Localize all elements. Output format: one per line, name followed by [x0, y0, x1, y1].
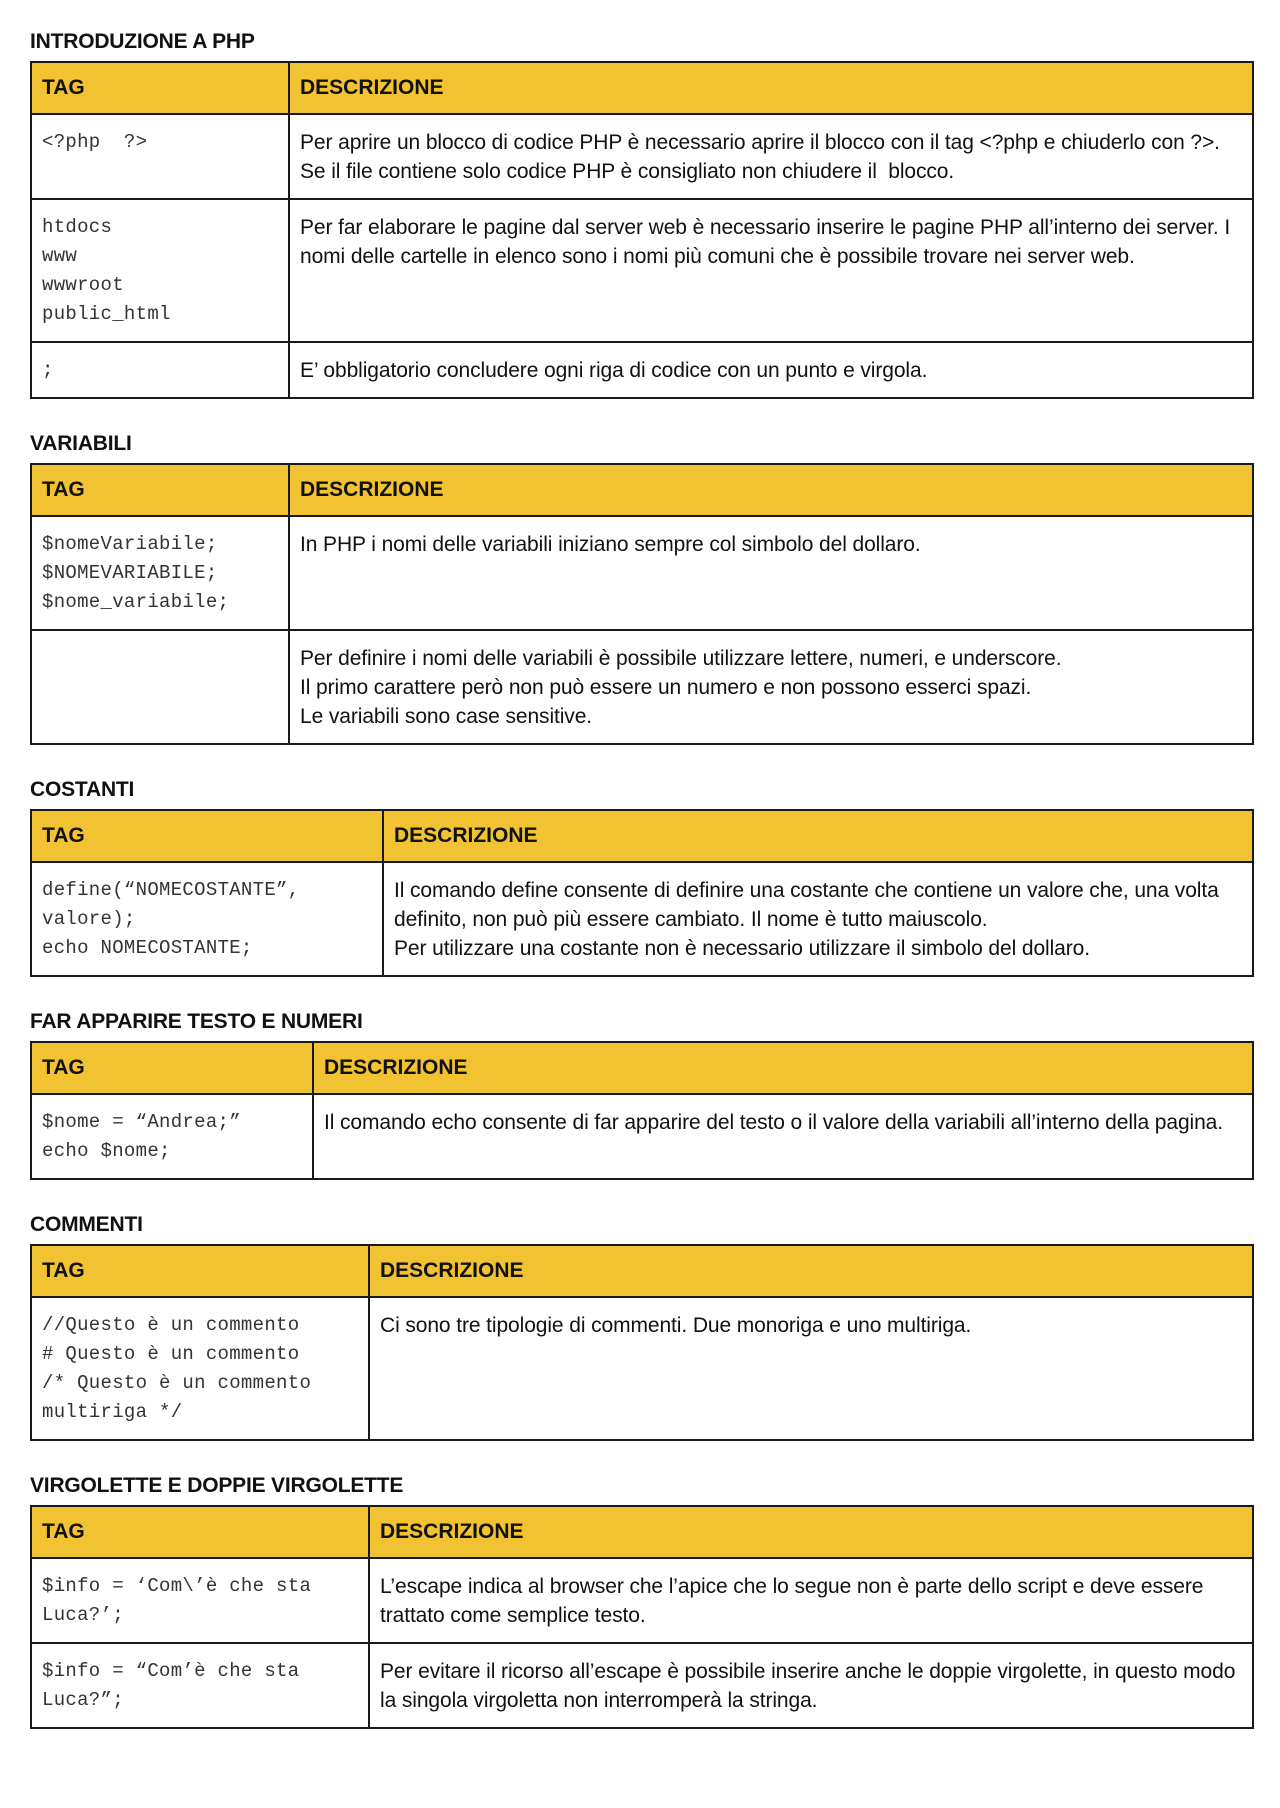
table-row	[31, 1297, 1253, 1440]
description-cell: Per evitare il ricorso all’escape è possibile inserire anche le doppie virgolette, in questo modo la singola virgoletta non interromperà la stringa.	[369, 1643, 1253, 1728]
header-tag: TAG	[31, 1245, 369, 1297]
header-descrizione: DESCRIZIONE	[289, 62, 1253, 114]
header-descrizione: DESCRIZIONE	[383, 810, 1253, 862]
table-row	[31, 1643, 1253, 1728]
tag-cell: //Questo è un commento # Questo è un commento /* Questo è un commento multiriga */	[31, 1297, 369, 1440]
tag-cell	[31, 630, 289, 744]
header-tag: TAG	[31, 464, 289, 516]
tag-cell: $nomeVariabile; $NOMEVARIABILE; $nome_variabile;	[31, 516, 289, 630]
description-cell: Per aprire un blocco di codice PHP è necessario aprire il blocco con il tag <?php e chiuderlo con ?>. Se il file contiene solo codice PHP è consigliato non chiudere il blocco.	[289, 114, 1253, 199]
table-row	[31, 1094, 1253, 1179]
table-row	[31, 342, 1253, 398]
table-header-row	[31, 1506, 1253, 1558]
header-descrizione: DESCRIZIONE	[289, 464, 1253, 516]
description-cell: Per definire i nomi delle variabili è possibile utilizzare lettere, numeri, e underscore. Il primo carattere però non può essere un numero e non possono esserci spazi. Le variabili sono case sensitive.	[289, 630, 1253, 744]
table-row	[31, 114, 1253, 199]
description-cell: E’ obbligatorio concludere ogni riga di codice con un punto e virgola.	[289, 342, 1253, 398]
section-title-far-apparire: FAR APPARIRE TESTO E NUMERI	[30, 1010, 363, 1033]
header-descrizione: DESCRIZIONE	[369, 1506, 1253, 1558]
header-tag: TAG	[31, 1042, 313, 1094]
table-row	[31, 199, 1253, 342]
table-variabili	[30, 463, 1254, 745]
description-cell: In PHP i nomi delle variabili iniziano sempre col simbolo del dollaro.	[289, 516, 1253, 630]
tag-cell: define(“NOMECOSTANTE”, valore); echo NOMECOSTANTE;	[31, 862, 383, 976]
section-title-variabili: VARIABILI	[30, 432, 132, 455]
tag-cell: $nome = “Andrea;” echo $nome;	[31, 1094, 313, 1179]
section-title-virgolette: VIRGOLETTE E DOPPIE VIRGOLETTE	[30, 1474, 404, 1497]
table-row	[31, 1558, 1253, 1643]
header-tag: TAG	[31, 810, 383, 862]
table-header-row	[31, 464, 1253, 516]
table-row	[31, 516, 1253, 630]
section-title-commenti: COMMENTI	[30, 1213, 143, 1236]
table-costanti	[30, 809, 1254, 977]
section-title-introduzione: INTRODUZIONE A PHP	[30, 30, 255, 53]
document-page	[30, 0, 1254, 1729]
description-cell: Il comando echo consente di far apparire del testo o il valore della variabili all’interno della pagina.	[313, 1094, 1253, 1179]
description-cell: Per far elaborare le pagine dal server web è necessario inserire le pagine PHP all’interno dei server. I nomi delle cartelle in elenco sono i nomi più comuni che è possibile trovare nei server web.	[289, 199, 1253, 342]
description-cell: Il comando define consente di definire una costante che contiene un valore che, una volta definito, non può più essere cambiato. Il nome è tutto maiuscolo. Per utilizzare una costante non è necessario utilizzare il simbolo del dollaro.	[383, 862, 1253, 976]
table-header-row	[31, 810, 1253, 862]
header-descrizione: DESCRIZIONE	[313, 1042, 1253, 1094]
tag-cell: ;	[31, 342, 289, 398]
tag-cell: $info = “Com’è che sta Luca?”;	[31, 1643, 369, 1728]
table-row	[31, 630, 1253, 744]
description-cell: L’escape indica al browser che l’apice che lo segue non è parte dello script e deve essere trattato come semplice testo.	[369, 1558, 1253, 1643]
header-tag: TAG	[31, 62, 289, 114]
section-title-costanti: COSTANTI	[30, 778, 135, 801]
header-descrizione: DESCRIZIONE	[369, 1245, 1253, 1297]
header-tag: TAG	[31, 1506, 369, 1558]
table-introduzione	[30, 61, 1254, 399]
tag-cell: <?php ?>	[31, 114, 289, 199]
table-header-row	[31, 62, 1253, 114]
tag-cell: htdocs www wwwroot public_html	[31, 199, 289, 342]
description-cell: Ci sono tre tipologie di commenti. Due monoriga e uno multiriga.	[369, 1297, 1253, 1440]
table-commenti	[30, 1244, 1254, 1441]
tag-cell: $info = ‘Com\’è che sta Luca?’;	[31, 1558, 369, 1643]
table-header-row	[31, 1245, 1253, 1297]
table-row	[31, 862, 1253, 976]
table-header-row	[31, 1042, 1253, 1094]
table-far-apparire	[30, 1041, 1254, 1180]
table-virgolette	[30, 1505, 1254, 1729]
